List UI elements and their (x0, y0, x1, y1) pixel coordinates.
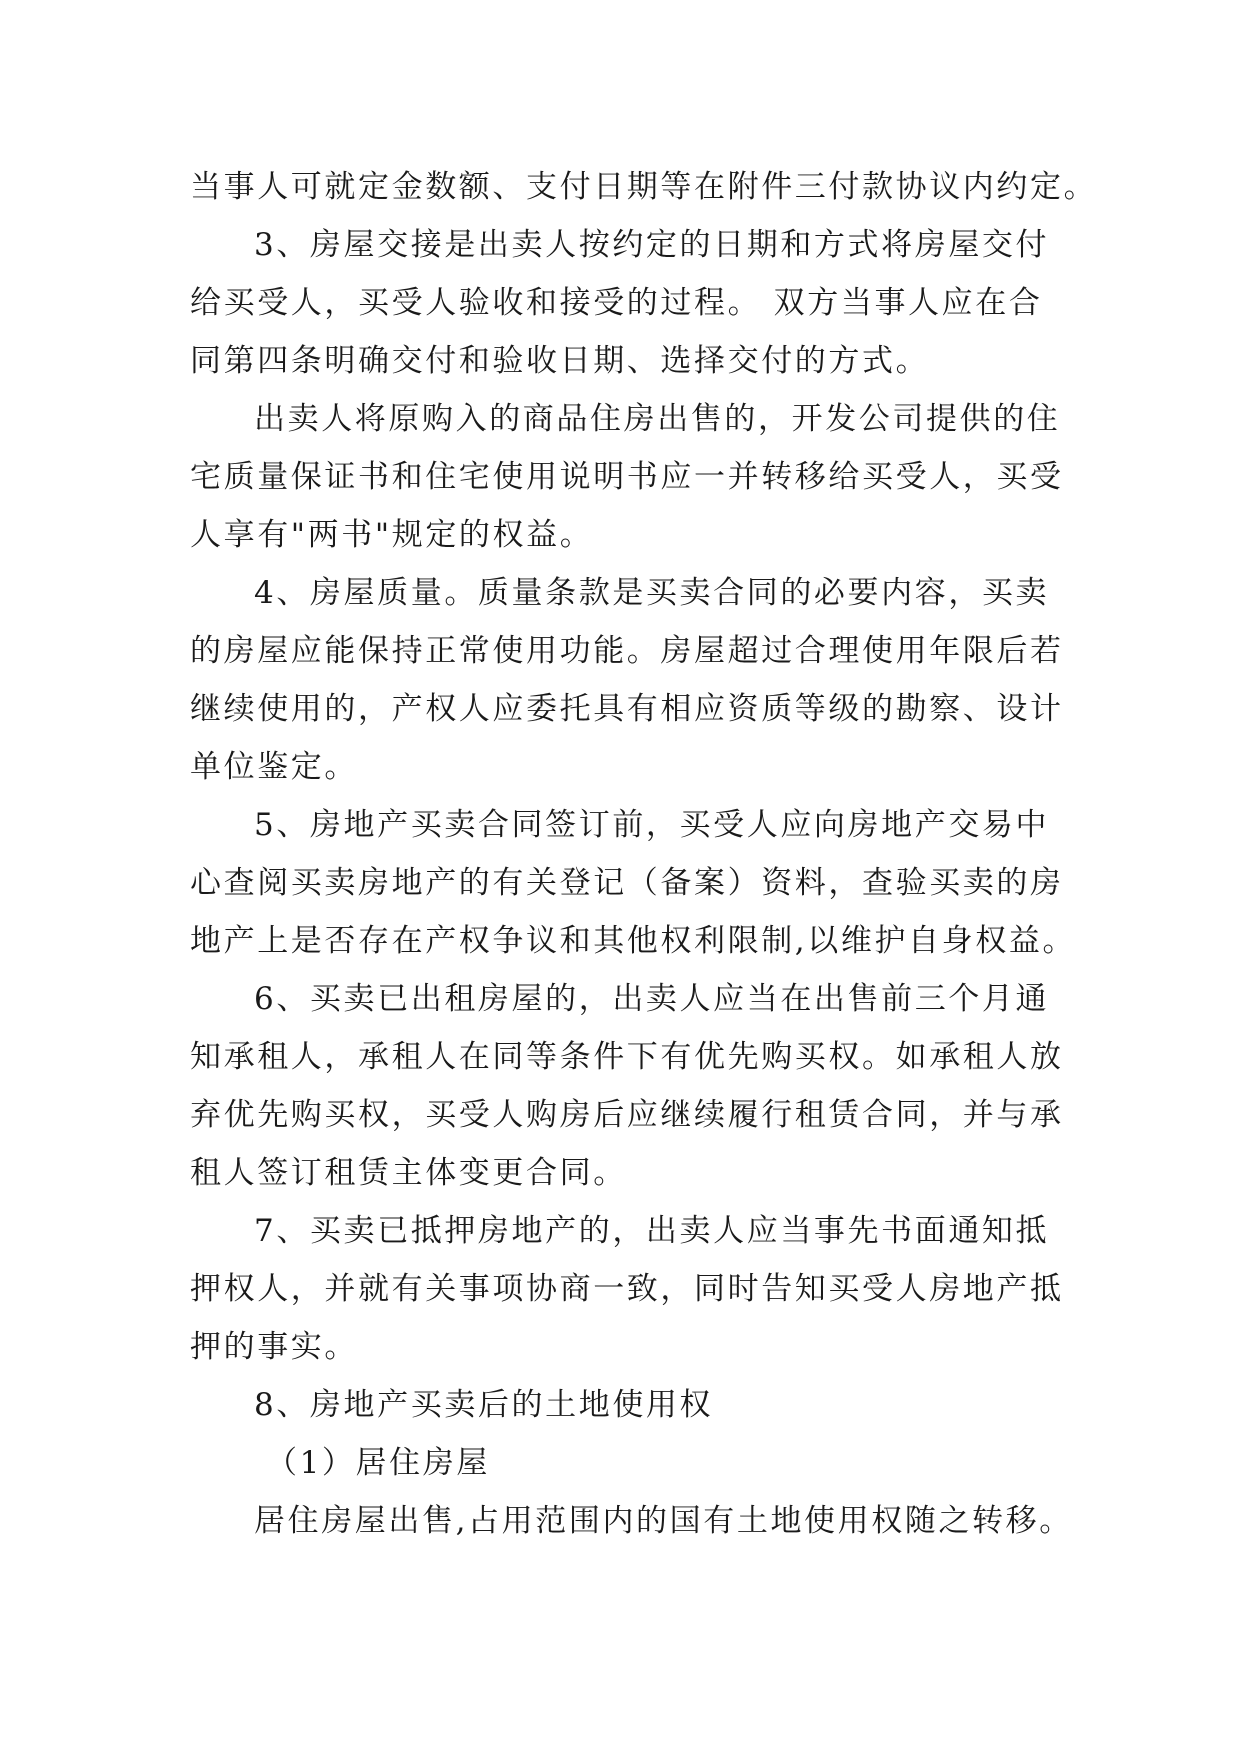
paragraph-deposit-note (190, 158, 1098, 216)
text-line: 出卖人将原购入的商品住房出售的，开发公司提供的住 (254, 401, 1061, 437)
text-line: 3、房屋交接是出卖人按约定的日期和方式将房屋交付 (254, 227, 1050, 263)
text-line: 6、买卖已出租房屋的，出卖人应当在出售前三个月通 (254, 981, 1050, 1017)
paragraph-8-1-subheading (190, 1434, 1070, 1492)
text-line: 的房屋应能保持正常使用功能。房屋超过合理使用年限后若 (190, 633, 1064, 669)
text-line: 地产上是否存在产权争议和其他权利限制,以维护自身权益。 (190, 923, 1077, 959)
paragraph-4-quality (190, 564, 1070, 796)
text-line: 押的事实。 (190, 1329, 358, 1365)
paragraph-3-handover (190, 216, 1070, 390)
text-line: 给买受人，买受人验收和接受的过程。 双方当事人应在合 (190, 285, 1043, 321)
text-line: 押权人，并就有关事项协商一致，同时告知买受人房地产抵 (190, 1271, 1064, 1307)
text-line: 人享有"两书"规定的权益。 (190, 517, 594, 553)
paragraph-7-mortgaged-property (190, 1202, 1070, 1376)
text-line: 知承租人，承租人在同等条件下有优先购买权。如承租人放 (190, 1039, 1064, 1075)
paragraph-5-registration (190, 796, 1077, 970)
text-line: 单位鉴定。 (190, 749, 358, 785)
text-line: 宅质量保证书和住宅使用说明书应一并转移给买受人，买受 (190, 459, 1064, 495)
paragraph-8-land-use-heading (190, 1376, 1070, 1434)
subsection-heading: （1）居住房屋 (266, 1445, 490, 1481)
text-line: 当事人可就定金数额、支付日期等在附件三付款协议内约定。 (190, 169, 1098, 205)
document-body (190, 158, 1098, 1550)
text-line: 继续使用的，产权人应委托具有相应资质等级的勘察、设计 (190, 691, 1064, 727)
text-line: 4、房屋质量。质量条款是买卖合同的必要内容，买卖 (254, 575, 1050, 611)
text-line: 心查阅买卖房地产的有关登记（备案）资料，查验买卖的房 (190, 865, 1064, 901)
text-line: 7、买卖已抵押房地产的，出卖人应当事先书面通知抵 (254, 1213, 1050, 1249)
section-heading: 8、房地产买卖后的土地使用权 (254, 1387, 714, 1423)
text-line: 同第四条明确交付和验收日期、选择交付的方式。 (190, 343, 930, 379)
text-line: 5、房地产买卖合同签订前，买受人应向房地产交易中 (254, 807, 1050, 843)
text-line: 弃优先购买权，买受人购房后应继续履行租赁合同，并与承 (190, 1097, 1064, 1133)
paragraph-8-1-body (190, 1492, 1073, 1550)
paragraph-3-resale (190, 390, 1070, 564)
paragraph-6-leased-property (190, 970, 1070, 1202)
text-line: 居住房屋出售,占用范围内的国有土地使用权随之转移。 (254, 1503, 1073, 1539)
text-line: 租人签订租赁主体变更合同。 (190, 1155, 627, 1191)
